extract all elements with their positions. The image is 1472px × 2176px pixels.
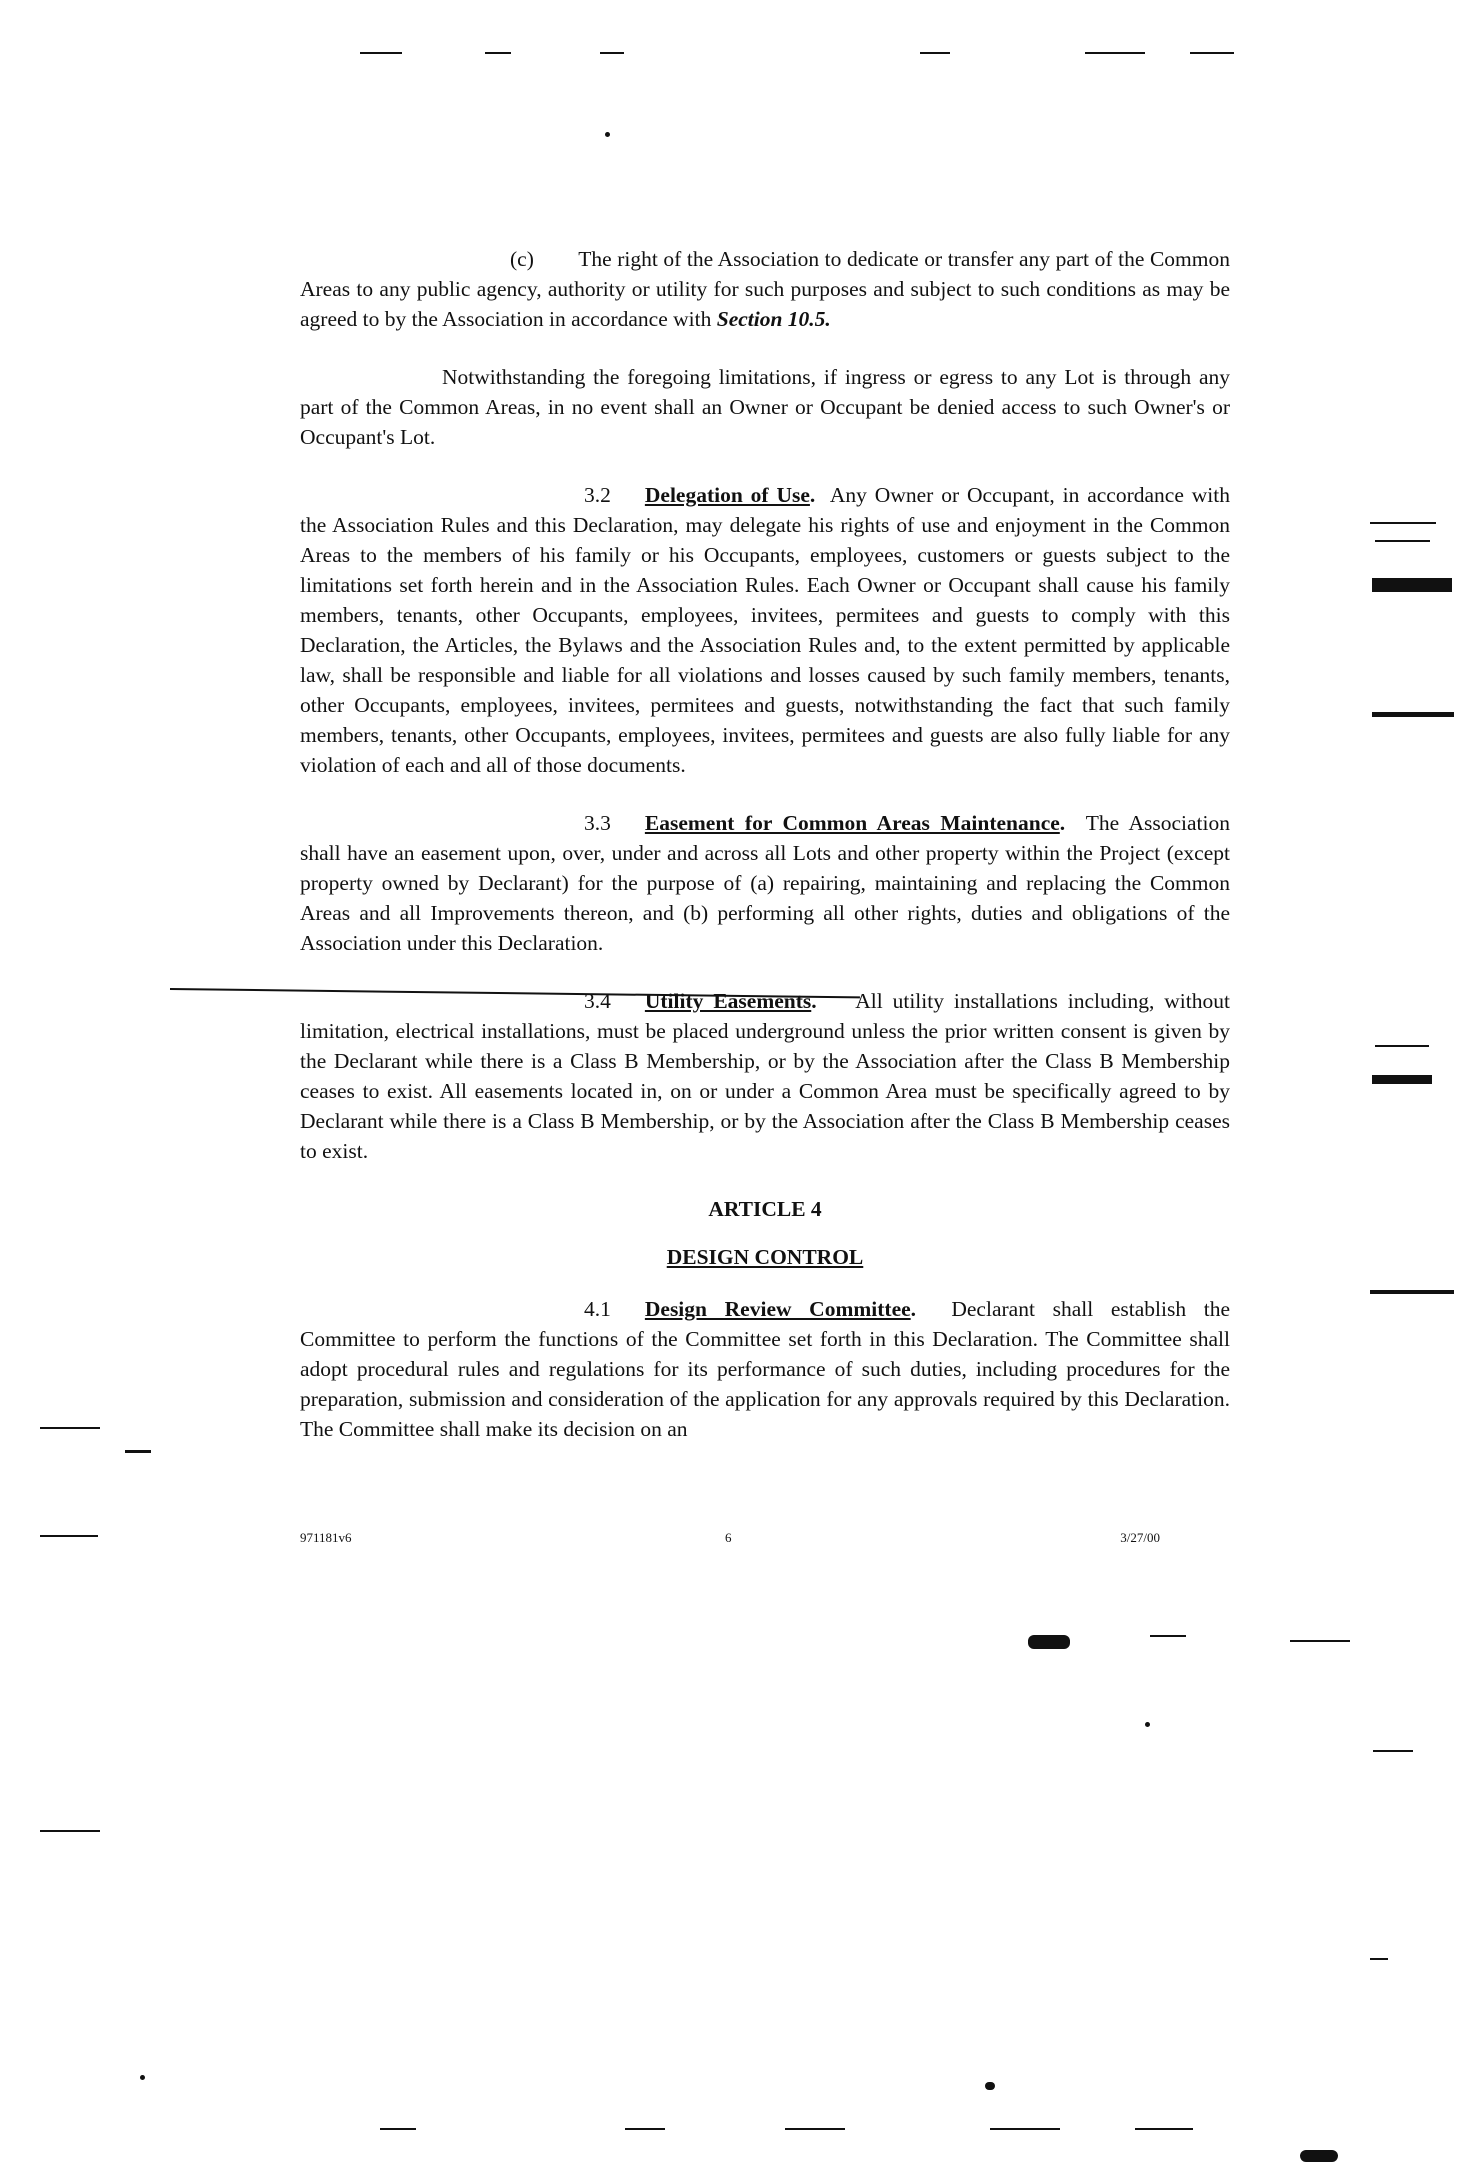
paragraph-c — [300, 244, 1230, 334]
notwithstanding-paragraph: Notwithstanding the foregoing limitations, if ingress or egress to any Lot is through any part of the Common Areas, in no event shall an Owner or Occupant be denied access to such Owner's or Occupant's Lot. — [300, 365, 1230, 449]
section-number: 4.1 — [584, 1297, 611, 1321]
section-heading: Easement for Common Areas Maintenance — [644, 811, 1060, 835]
scan-artifact — [985, 2082, 995, 2090]
scan-artifact — [990, 2128, 1060, 2130]
section-heading: Delegation of Use — [644, 483, 810, 507]
page-footer — [300, 1530, 1160, 1554]
section-3-3: 3.3 Easement for Common Areas Maintenance. The Association shall have an easement upon, over, under and across all Lots and other property within the Project (except property owned by Declarant) for the purpose of (a) repairing, maintaining and replacing the Common Areas and all Improvements thereon, and (b) performing all other rights, duties and obligations of the Association under this Declaration. — [300, 808, 1230, 958]
scan-artifact — [785, 2128, 845, 2130]
scan-artifact — [1375, 540, 1430, 542]
scan-artifact — [485, 52, 511, 54]
scan-artifact — [360, 52, 402, 54]
scan-artifact — [1375, 1045, 1429, 1047]
footer-doc-id: 971181v6 — [300, 1530, 352, 1545]
scan-artifact — [1028, 1635, 1070, 1649]
scan-artifact — [1145, 1722, 1150, 1727]
scan-artifact — [1290, 1640, 1350, 1642]
footer-page-number: 6 — [725, 1530, 732, 1545]
scan-artifact — [125, 1450, 151, 1453]
section-reference: Section 10.5. — [716, 307, 831, 331]
scan-artifact — [1373, 1750, 1413, 1752]
section-text: Declarant shall establish the Committee to perform the functions of the Committee set forth in this Declaration. The Committee shall adopt procedural rules and regulations for its performance of such duties, including procedures for the preparation, submission and consideration of the application for any approvals required by this Declaration. The Committee shall make its decision on an — [300, 1297, 1231, 1441]
scan-artifact — [1135, 2128, 1193, 2130]
scan-artifact — [920, 52, 950, 54]
scan-artifact — [1085, 52, 1145, 54]
scan-artifact — [1372, 1075, 1432, 1084]
section-3-4: 3.4 Utility Easements. All utility installations including, without limitation, electrical installations, must be placed underground unless the prior written consent is given by the Declarant while there is a Class B Membership, or by the Association after the Class B Membership ceases to exist. All easements located in, on or under a Common Area must be specifically agreed to by Declarant while there is a Class B Membership, or by the Association after the Class B Membership ceases to exist. — [300, 986, 1230, 1166]
section-heading: Utility Easements — [644, 989, 812, 1013]
scan-artifact — [140, 2075, 145, 2080]
scan-artifact — [40, 1535, 98, 1537]
scan-artifact — [1190, 52, 1234, 54]
section-heading: Design Review Committee — [644, 1297, 911, 1321]
section-number: 3.2 — [584, 483, 611, 507]
scan-artifact — [625, 2128, 665, 2130]
scan-artifact — [1372, 578, 1452, 592]
scan-artifact — [1370, 1290, 1454, 1294]
scan-artifact — [600, 52, 624, 54]
section-4-1: 4.1 Design Review Committee. Declarant shall establish the Committee to perform the functions of the Committee set forth in this Declaration. The Committee shall adopt procedural rules and regulations for its performance of such duties, including procedures for the preparation, submission and consideration of the application for any approvals required by this Declaration. The Committee shall make its decision on an — [300, 1294, 1230, 1444]
section-text: Any Owner or Occupant, in accordance with the Association Rules and this Declaration, may delegate his rights of use and enjoyment in the Common Areas to the members of his family or his Occupants, employees, customers or guests subject to the limitations set forth herein and in the Association Rules. Each Owner or Occupant shall cause his family members, tenants, other Occupants, employees, invitees, permitees and guests to comply with this Declaration, the Articles, the Bylaws and the Association Rules and, to the extent permitted by applicable law, shall be responsible and liable for all violations and losses caused by such family members, tenants, other Occupants, employees, invitees, permitees and guests, notwithstanding the fact that such family members, tenants, other Occupants, employees, invitees, permitees and guests are also fully liable for any violation of each and all of those documents. — [300, 483, 1230, 777]
scan-artifact — [40, 1830, 100, 1832]
section-number: 3.4 — [584, 989, 611, 1013]
scan-artifact — [1370, 522, 1436, 524]
section-3-2: 3.2 Delegation of Use. Any Owner or Occupant, in accordance with the Association Rules and this Declaration, may delegate his rights of use and enjoyment in the Common Areas to the members of his family or his Occupants, employees, customers or guests subject to the limitations set forth herein and in the Association Rules. Each Owner or Occupant shall cause his family members, tenants, other Occupants, employees, invitees, permitees and guests to comply with this Declaration, the Articles, the Bylaws and the Association Rules and, to the extent permitted by applicable law, shall be responsible and liable for all violations and losses caused by such family members, tenants, other Occupants, employees, invitees, permitees and guests, notwithstanding the fact that such family members, tenants, other Occupants, employees, invitees, permitees and guests are also fully liable for any violation of each and all of those documents. — [300, 480, 1230, 780]
scan-artifact — [605, 132, 610, 137]
scan-artifact — [380, 2128, 416, 2130]
paragraph-c-text: The right of the Association to dedicate or transfer any part of the Common Areas to any public agency, authority or utility for such purposes and subject to such conditions as may be agreed to by the Association in accordance with — [300, 247, 1230, 331]
footer-date: 3/27/00 — [1120, 1530, 1160, 1545]
section-number: 3.3 — [584, 811, 611, 835]
article-title: ARTICLE 4 — [708, 1197, 822, 1221]
document-body — [300, 244, 1230, 1472]
scan-artifact — [1372, 712, 1454, 717]
scan-artifact — [1370, 1958, 1388, 1960]
paragraph-c-label: (c) — [510, 247, 534, 271]
scan-artifact — [1150, 1635, 1186, 1637]
article-subtitle: DESIGN CONTROL — [666, 1245, 864, 1269]
scan-artifact — [40, 1427, 100, 1429]
section-text: All utility installations including, without limitation, electrical installations, must be placed underground unless the prior written consent is given by the Declarant while there is a Class B Membership, or by the Association after the Class B Membership ceases to exist. All easements located in, on or under a Common Area must be specifically agreed to by Declarant while there is a Class B Membership, or by the Association after the Class B Membership ceases to exist. — [300, 989, 1230, 1163]
section-text: The Association shall have an easement upon, over, under and across all Lots and other property within the Project (except property owned by Declarant) for the purpose of (a) repairing, maintaining and replacing the Common Areas and all Improvements thereon, and (b) performing all other rights, duties and obligations of the Association under this Declaration. — [300, 811, 1230, 955]
scan-artifact — [1300, 2150, 1338, 2162]
